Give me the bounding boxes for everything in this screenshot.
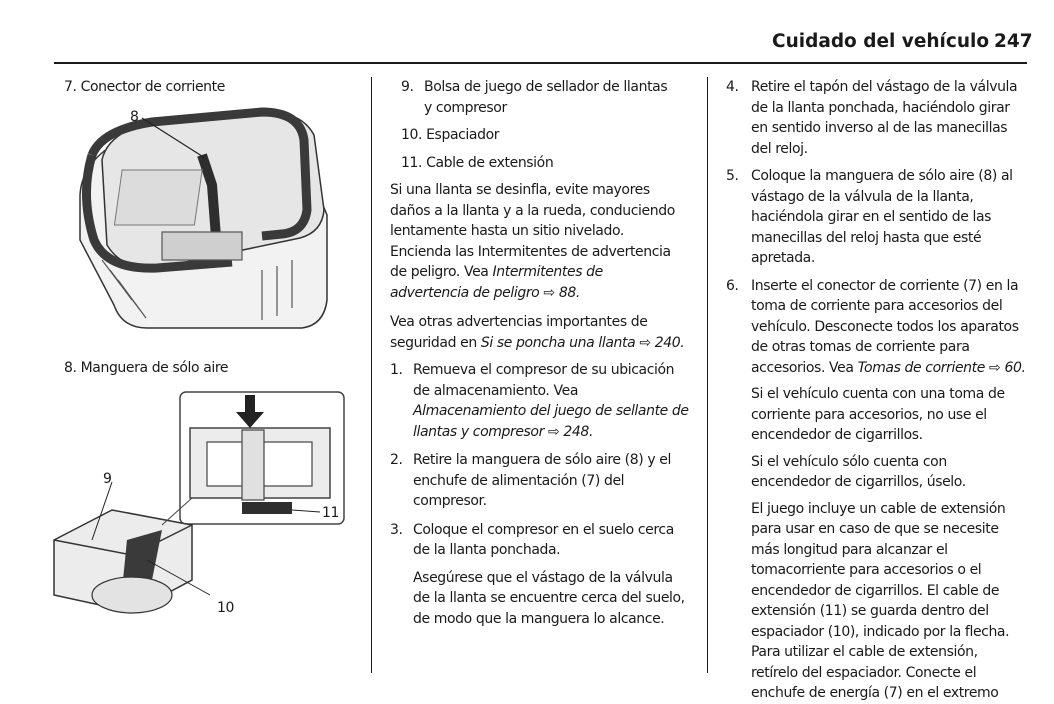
paragraph-flat-tire: Si una llanta se desinfla, evite mayores daños a la llanta y a la rueda, conduciendo lentamente hasta un sitio nivelado. Encienda las Intermitentes de advertencia de peligro. Vea Intermitentes de advertencia de peligro ⇨ 88. [390,182,675,301]
list-item-10: 10. Espaciador [401,127,500,143]
page-reference: 248 [563,423,589,440]
caption-text: 7. Conector de corriente [64,79,225,95]
page-reference: 240 [654,334,681,351]
cross-reference: Si se poncha una llanta [480,334,636,351]
step-number: 2. [390,452,403,468]
cross-reference: Tomas de corriente [857,359,985,376]
step-note: Asegúrese que el vástago de la válvula de la llanta se encuentre cerca del suelo, de modo que la manguera lo alcance. [413,569,685,627]
step-number: 1. [390,362,403,378]
list-item-11: 11. Cable de extensión [401,154,554,171]
step-4 [726,77,1026,159]
caption-text: 8. Manguera de sólo aire [64,360,229,376]
step-text: Retire el tapón del vástago de la válvula de la llanta ponchada, haciéndolo girar en sentido inverso al de las manecillas del reloj. [751,79,1018,157]
callout-label-8: 8 [130,109,139,125]
page-ref-arrow-icon: ⇨ [543,284,555,301]
step-6: 6. Inserte el conector de corriente (7) en la toma de corriente para accesorios del vehículo. Desconecte todos los aparatos de otras tomas de corriente para accesorios. Vea Tomas de corriente ⇨ 60. Si el vehículo cuenta con una toma de corriente para accesorios, no use el encendedor de cigarrillos. Si el vehículo sólo cuenta con encendedor de cigarrillos, úselo. El juego incluye un cable de extensión para usar en caso de que se necesite más longitud para alcanzar el tomacorriente para accesorios o el encendedor de cigarrillos. El cable de extensión (11) se guarda dentro del espaciador (10), indicado por la flecha. Para utilizar el cable de extensión, retírelo del espaciador. Conecte el enchufe de energía (7) en el extremo [726,276,1026,704]
step-text: Coloque el compresor en el suelo cerca de la llanta ponchada. [413,521,674,558]
step-number: 3. [390,521,403,538]
column-divider-right [707,77,708,673]
step-5 [726,166,1026,269]
caption-power-connector [64,77,364,98]
cross-reference: Intermitentes de advertencia de peligro [390,264,603,301]
page-number: 247 [994,31,1033,52]
step-number: 5. [726,168,739,184]
compressor-figure [62,100,337,348]
page-header-title: Cuidado del vehículo [772,31,990,52]
callout-label-11: 11 [322,505,340,521]
paragraph-safety: Vea otras advertencias importantes de seguridad en Si se poncha una llanta ⇨ 240. [390,314,685,351]
item-text: Bolsa de juego de sellador de llantas [424,79,668,95]
cross-reference: Almacenamiento del juego de sellante de llantas y compresor [413,403,689,440]
step-note: Si el vehículo sólo cuenta con encendedor de cigarrillos, úselo. [751,453,966,490]
header-divider [54,62,1027,64]
page-reference: 60 [1004,359,1022,376]
paragraph-text: Si una llanta se desinfla, evite mayores daños a la llanta y a la rueda, conduciendo lentamente hasta un sitio nivelado. Encienda las Intermitentes de advertencia de peligro. Vea [390,182,675,280]
step-3 [390,520,698,630]
step-1: 1. Remueva el compresor de su ubicación de almacenamiento. Vea Almacenamiento del juego de sellante de llantas y compresor ⇨ 248. [390,360,698,442]
page-ref-arrow-icon: ⇨ [639,334,651,351]
page-ref-arrow-icon: ⇨ [989,359,1001,376]
step-number: 4. [726,79,739,95]
step-text: Coloque la manguera de sólo aire (8) al vástago de la válvula de la llanta, haciéndola girar en el sentido de las manecillas del reloj hasta que esté apretada. [751,168,1013,266]
step-number: 6. [726,277,739,294]
page-ref-arrow-icon: ⇨ [548,423,560,440]
step-note: El juego incluye un cable de extensión para usar en caso de que se necesite más longitud para alcanzar el tomacorriente para accesorios o el encendedor de cigarrillos. El cable de extensión (11) se guarda dentro del espaciador (10), indicado por la flecha. Para utilizar el cable de extensión, retírelo del espaciador. Conecte el enchufe de energía (7) en el extremo [751,500,1010,701]
callout-label-10: 10 [217,600,235,616]
step-text: Retire la manguera de sólo aire (8) y el enchufe de alimentación (7) del compresor. [413,452,671,509]
sealant-kit-figure [52,390,352,622]
step-text: Inserte el conector de corriente (7) en la toma de corriente para accesorios del vehículo. Desconecte todos los aparatos de otras tomas de corriente para accesorios. Vea [751,277,1019,376]
item-text: y compresor [424,99,507,116]
item-number: 9. [401,79,414,95]
caption-air-hose [64,358,364,379]
step-text: Remueva el compresor de su ubicación de almacenamiento. Vea [413,362,675,399]
step-2 [390,450,698,512]
step-note: Si el vehículo cuenta con una toma de corriente para accesorios, no use el encendedor de cigarrillos. [751,386,1005,443]
page-reference: 88 [558,284,576,301]
paragraph-text: Vea otras advertencias importantes de seguridad en [390,314,648,351]
callout-label-9: 9 [103,471,112,487]
right-column [726,77,1026,704]
middle-column [390,77,698,629]
list-item-9 [390,77,698,118]
column-divider-left [371,77,372,673]
